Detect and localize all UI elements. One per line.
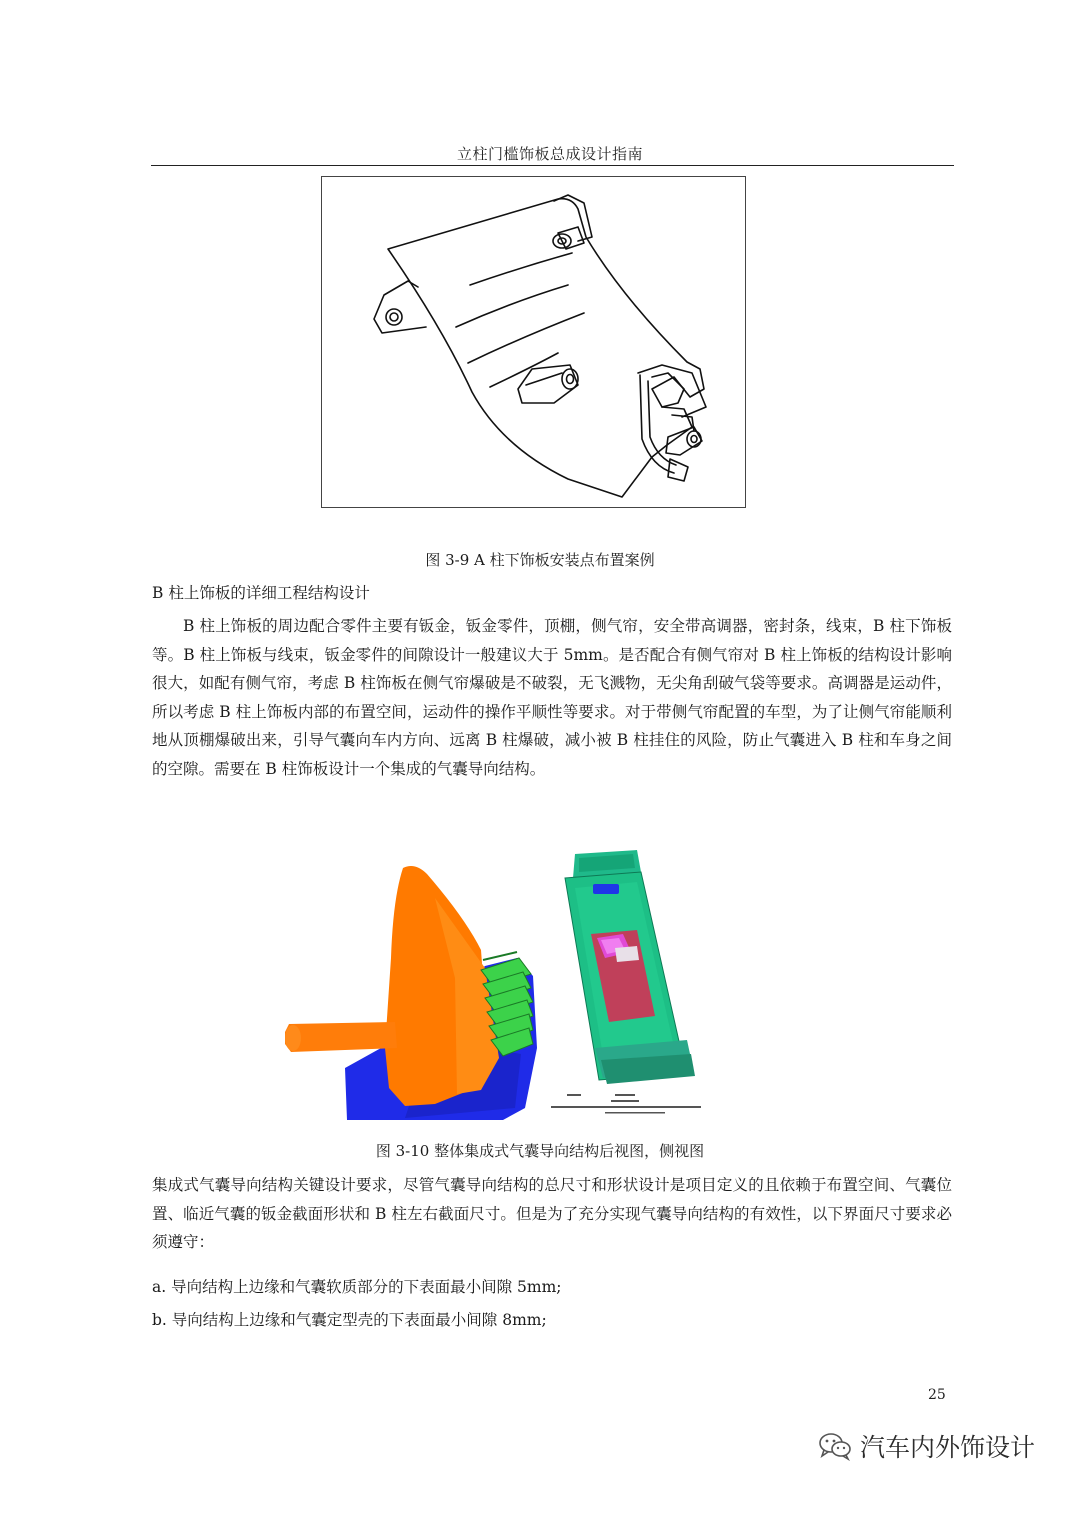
figure-3-9-frame [321, 176, 746, 508]
body-paragraph-1: B 柱上饰板的周边配合零件主要有钣金，钣金零件，顶棚，侧气帘，安全带高调器，密封条，线束，B 柱下饰板等。B 柱上饰板与线束，钣金零件的间隙设计一般建议大于 5mm。是否配合有侧气帘对 B 柱上饰板的结构设计影响很大，如配有侧气帘，考虑 B 柱饰板在侧气帘爆破是不破裂，无飞溅物，无尖角刮破气袋等要求。高调器是运动件，所以考虑 B 柱上饰板内部的布置空间，运动件的操作平顺性等要求。对于带侧气帘配置的车型，为了让侧气帘能顺利地从顶棚爆破出来，引导气囊向车内方向、远离 B 柱爆破，减小被 B 柱挂住的风险，防止气囊进入 B 柱和车身之间的空隙。需要在 B 柱饰板设计一个集成的气囊导向结构。 [152, 617, 952, 778]
wechat-watermark [818, 1426, 1058, 1466]
page-header-title: 立柱门槛饰板总成设计指南 [456, 145, 643, 163]
figure-3-10-side-view [545, 848, 750, 1124]
airbag-guide-rear-render [285, 858, 553, 1124]
watermark-text: 汽车内外饰设计 [860, 1433, 1036, 1462]
figure-3-9-caption: 图 3-9 A 柱下饰板安装点布置案例 [425, 551, 655, 569]
body-paragraph-2: 集成式气囊导向结构关键设计要求，尽管气囊导向结构的总尺寸和形状设计是项目定义的且依赖于布置空间、气囊位置、临近气囊的钣金截面形状和 B 柱左右截面尺寸。但是为了充分实现气囊导向结构的有效性，以下界面尺寸要求必须遵守： [152, 1176, 952, 1252]
wechat-icon [818, 1431, 852, 1461]
section-heading: B 柱上饰板的详细工程结构设计 [152, 584, 370, 602]
header-divider [151, 165, 954, 166]
figure-3-10-rear-view [285, 858, 553, 1124]
airbag-guide-side-render [545, 848, 750, 1124]
figure-3-10-caption: 图 3-10 整体集成式气囊导向结构后视图，侧视图 [375, 1142, 705, 1160]
list-item: a. 导向结构上边缘和气囊软质部分的下表面最小间隙 5mm; [152, 1278, 562, 1296]
list-item: b. 导向结构上边缘和气囊定型壳的下表面最小间隙 8mm; [152, 1311, 547, 1329]
a-pillar-trim-drawing [322, 177, 745, 507]
page-number: 25 [928, 1387, 946, 1403]
